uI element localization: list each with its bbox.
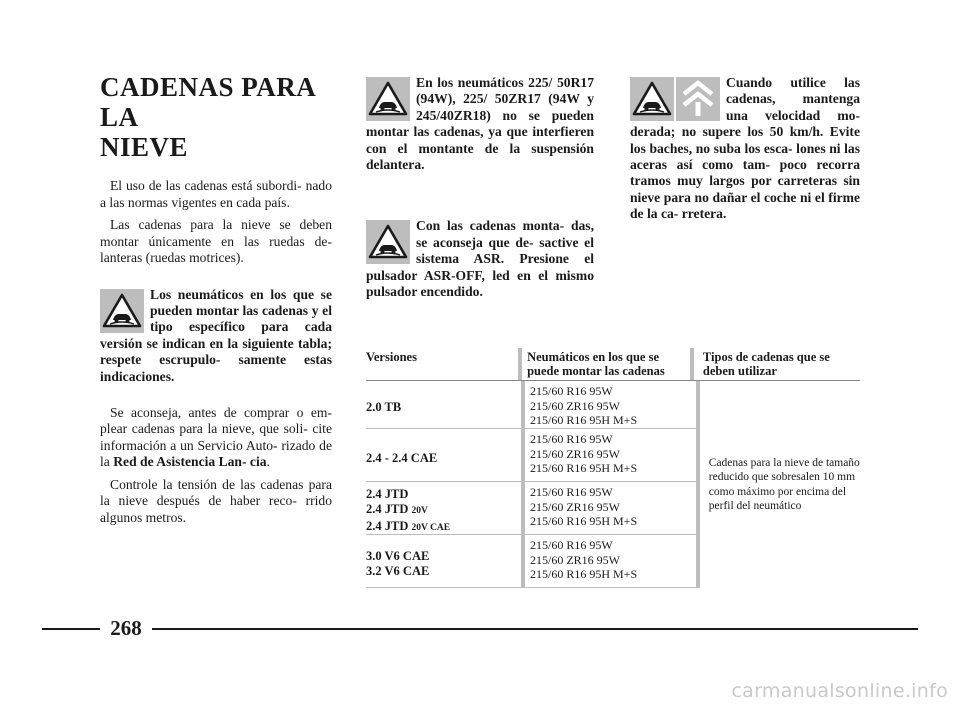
version-cell: 3.0 V6 CAE 3.2 V6 CAE	[366, 549, 430, 578]
right-column	[630, 75, 860, 223]
tyres-cell: 215/60 R16 95W 215/60 ZR16 95W 215/60 R16 95H M+S	[525, 535, 696, 587]
page-footer	[42, 616, 918, 640]
chain-type-cell: Cadenas para la nieve de tamaño reducido que sobresalen 10 mm como máximo por encima del perfil del neumático	[708, 456, 860, 512]
watermark: carmanualsonline.info	[731, 680, 948, 702]
table-row	[366, 535, 696, 588]
warning-car-icon	[630, 77, 674, 121]
warning-tyre-table: Los neumáticos en los que se pueden montar las cadenas y el tipo específico para cada versión se indican en la siguiente tabla; respete escrupulo- samente estas indicaciones.	[100, 286, 332, 384]
tyres-cell: 215/60 R16 95W 215/60 ZR16 95W 215/60 R16 95H M+S	[525, 429, 696, 481]
warning-car-icon	[366, 77, 410, 121]
warning-car-icon	[100, 289, 144, 333]
header-tyres: Neumáticos en los que se puede montar las cadenas	[522, 348, 690, 380]
left-column	[100, 72, 332, 532]
warning-speed: Cuando utilice las cadenas, mantenga una velocidad mo- derada; no supere los 50 km/h. Evite los baches, no suba los esca- lones ni las aceras así como tam- poco recorra tramos muy largos por carreteras sin nieve para no dañar el coche ni el firme de la ca- rretera.	[630, 75, 860, 222]
paragraph-regulations: El uso de las cadenas está subordi- nado a las normas vigentes en cada país.	[100, 178, 332, 210]
warning-incompatible-tyres: En los neumáticos 225/ 50R17 (94W), 225/ 50ZR17 (94W y 245/40ZR18) no se pueden montar las cadenas, ya que interfieren con el montante de la suspensión delantera.	[366, 75, 594, 173]
table-row	[366, 381, 696, 429]
paragraph-service: Se aconseja, antes de comprar o em- plear cadenas para la nieve, que soli- cite información a un Servicio Auto- rizado de la Red de Asistencia Lan- cia.	[100, 404, 332, 470]
paragraph-tension: Controle la tensión de las cadenas para la nieve después de haber reco- rrido algunos metros.	[100, 476, 332, 525]
header-versions: Versiones	[366, 350, 417, 364]
warning-car-icon	[366, 220, 410, 264]
version-cell: 2.4 JTD 2.4 JTD 20V 2.4 JTD 20V CAE	[366, 486, 451, 533]
page-number: 268	[110, 616, 142, 640]
chevron-up-icon	[676, 77, 720, 121]
tyres-cell: 215/60 R16 95W 215/60 ZR16 95W 215/60 R16 95H M+S	[525, 381, 696, 428]
tyres-cell: 215/60 R16 95W 215/60 ZR16 95W 215/60 R16 95H M+S	[525, 482, 696, 534]
table-row	[366, 482, 696, 535]
header-chains: Tipos de cadenas que se deben utilizar	[702, 350, 830, 378]
version-cell: 2.0 TB	[366, 400, 402, 414]
page-title: CADENAS PARA LA NIEVE	[100, 72, 315, 162]
chains-table	[366, 348, 860, 588]
paragraph-front-wheels: Las cadenas para la nieve se deben montar únicamente en las ruedas de- lanteras (ruedas motrices).	[100, 217, 332, 265]
middle-column	[366, 75, 594, 300]
warning-asr: Con las cadenas monta- das, se aconseja que de- sactive el sistema ASR. Presione el pulsador ASR-OFF, led en el mismo pulsador encendido.	[366, 218, 594, 300]
table-row	[366, 429, 696, 482]
table-header	[366, 348, 860, 381]
version-cell: 2.4 - 2.4 CAE	[366, 450, 438, 465]
